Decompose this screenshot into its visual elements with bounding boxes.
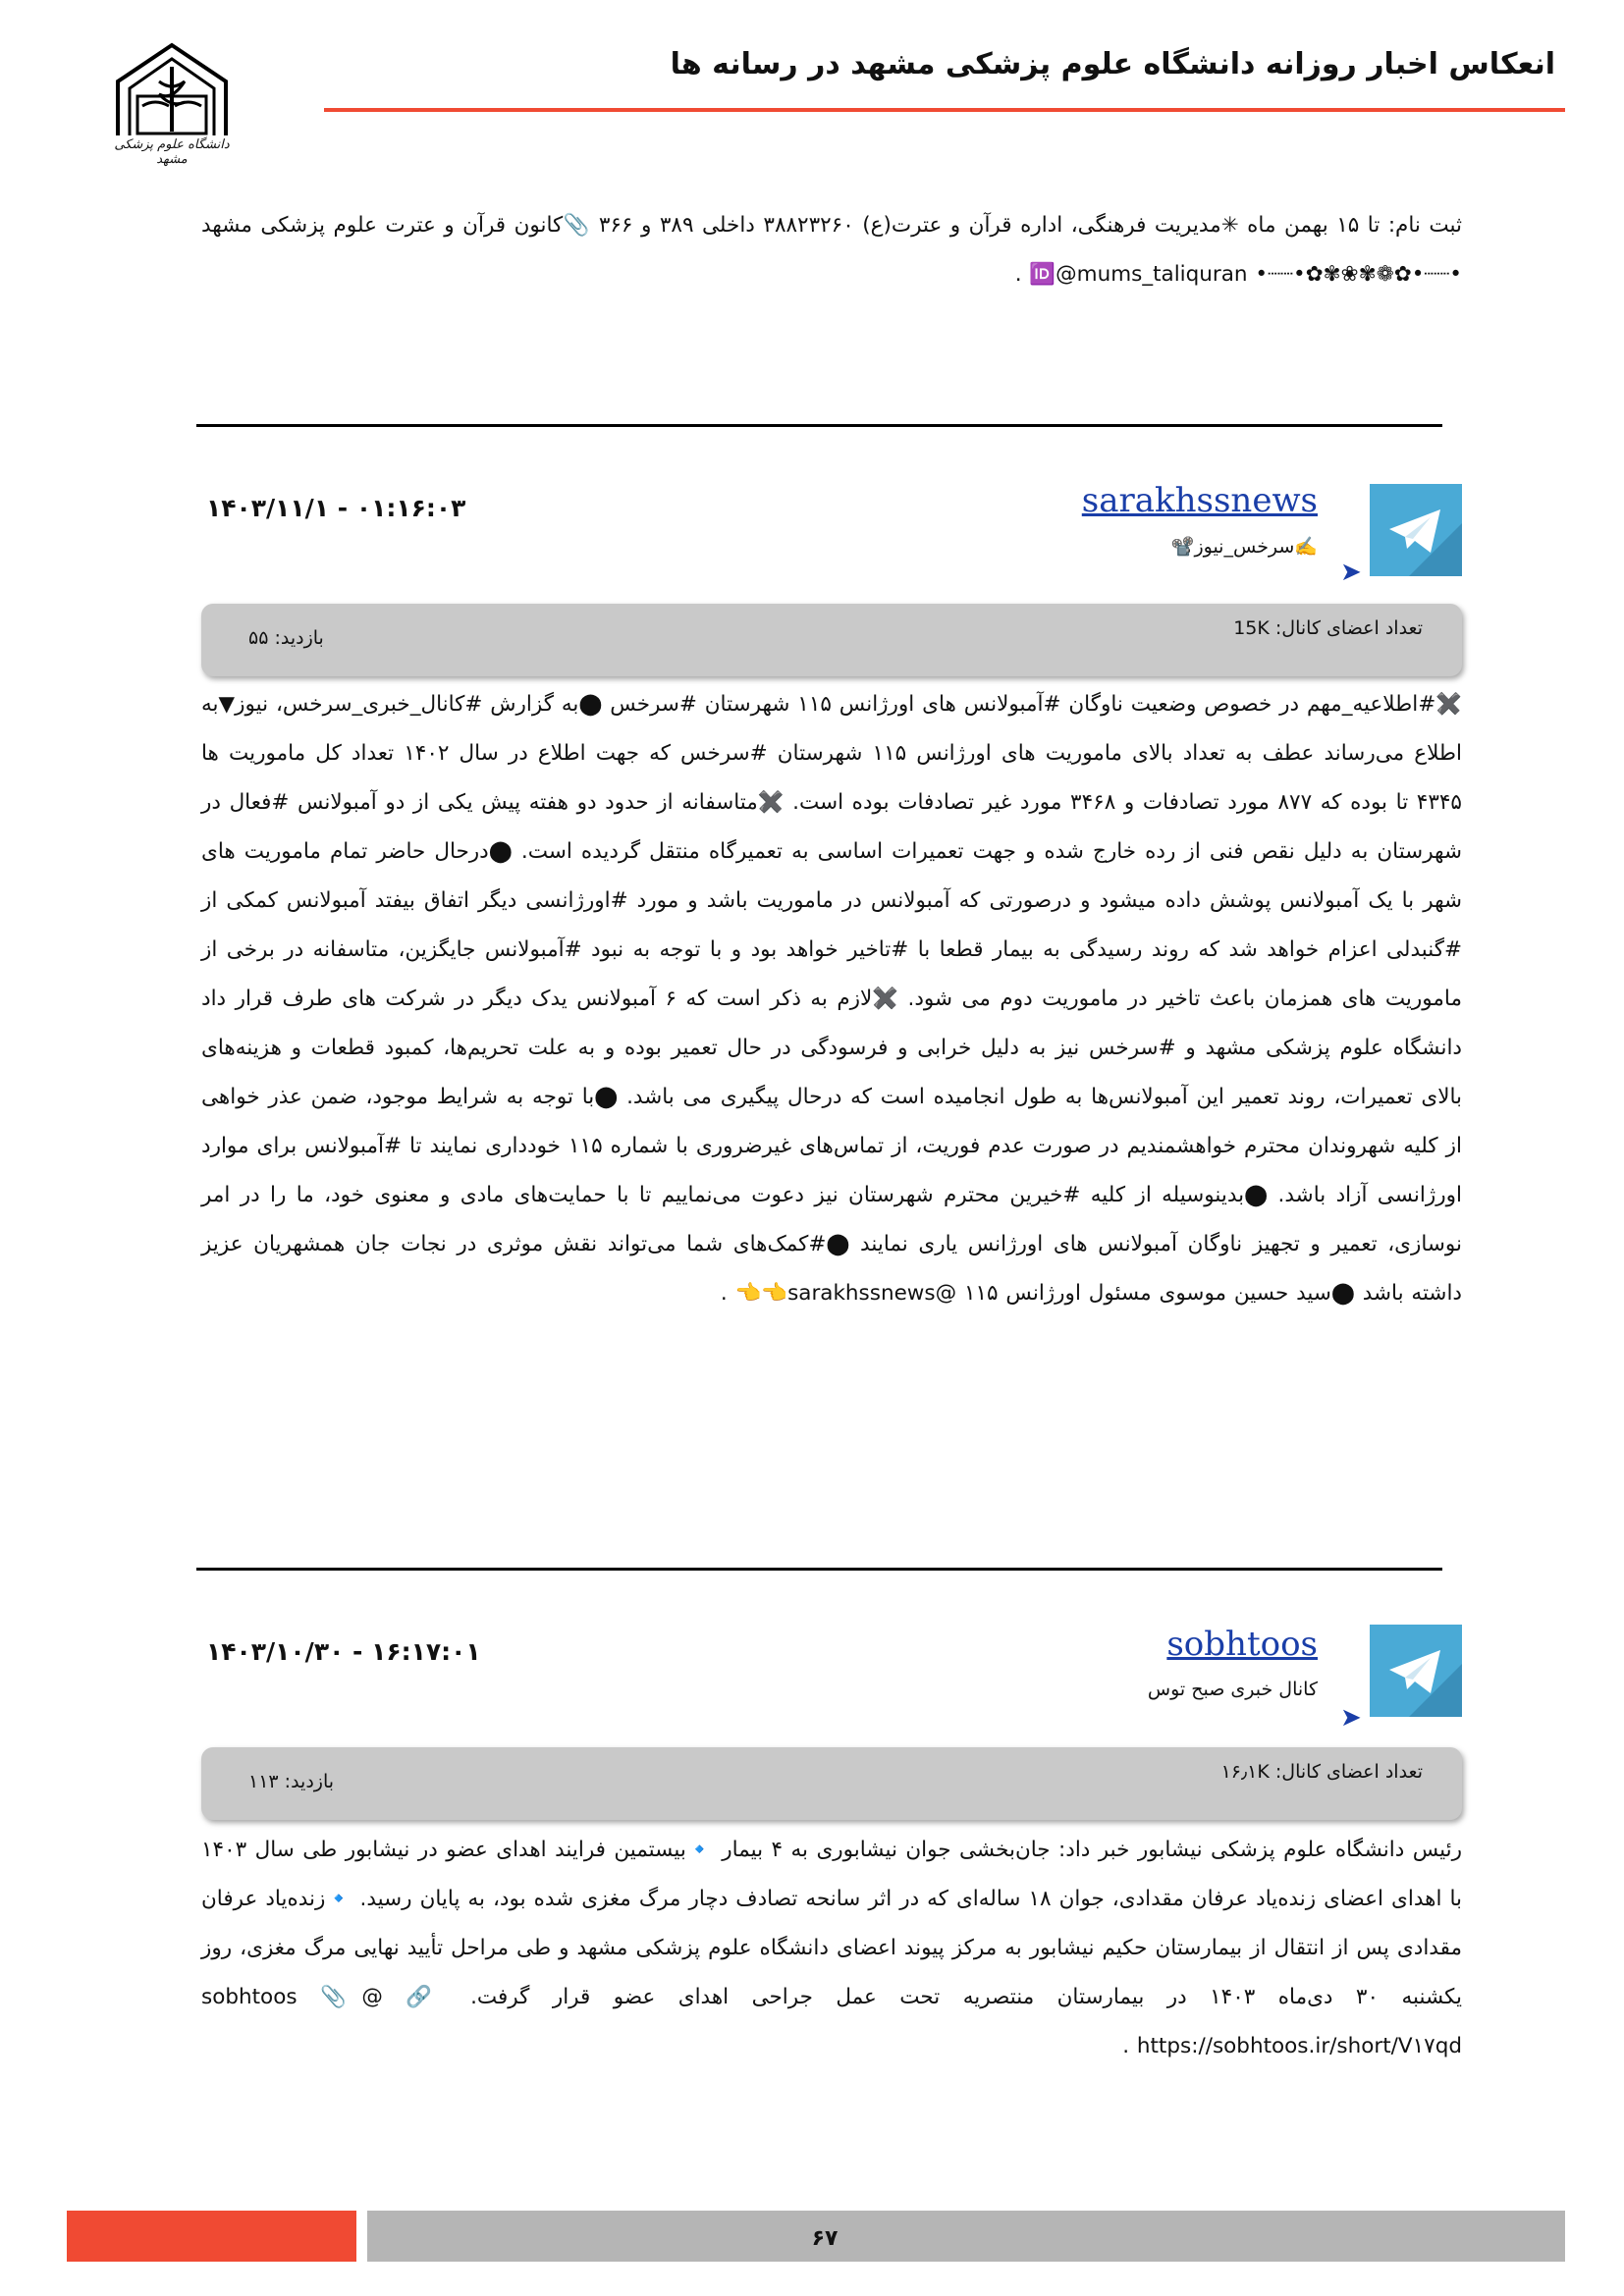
- members-label: تعداد اعضای کانال:: [1269, 617, 1423, 639]
- post-views: [248, 627, 324, 649]
- telegram-icon: [1370, 484, 1462, 576]
- channel-members: [1221, 1761, 1423, 1783]
- intro-paragraph: ثبت نام: تا ۱۵ بهمن ماه ✳︎مدیریت فرهنگی، اداره قرآن و عترت(ع) ۳۸۸۲۳۲۶۰ داخلی ۳۸۹ و ۳۶۶ 📎کانون قرآن و عترت علوم پزشکی مشهد •┈┈•✿❁✾❀✾✿•┈┈• 🆔@mums_taliquran .: [201, 213, 1462, 287]
- footer-accent-bar: [67, 2211, 356, 2262]
- post-divider: [196, 424, 1442, 427]
- members-count: ۱۶٫۱K: [1220, 1761, 1270, 1783]
- members-label: تعداد اعضای کانال:: [1269, 1761, 1423, 1783]
- views-label: بازدید:: [268, 627, 324, 649]
- channel-subtitle: ✍️سرخس_نیوز📽️: [1170, 536, 1318, 558]
- telegram-plane-icon: ➤: [1340, 1703, 1362, 1733]
- post-stats-bar: [201, 1747, 1462, 1820]
- header-divider: [324, 108, 1565, 112]
- post-stats-bar: [201, 604, 1462, 676]
- members-count: 15K: [1233, 617, 1270, 639]
- post-body: رئیس دانشگاه علوم پزشکی نیشابور خبر داد: جان‌بخشی جوان نیشابوری به ۴ بیمار 🔹بیستمین فرایند اهدای عضو در نیشابور طی سال ۱۴۰۳ با اهدای اعضای زنده‌یاد عرفان مقدادی، جوان ۱۸ ساله‌ای که در اثر سانحه تصادف دچار مرگ مغزی شده بود، به پایان رسید. 🔹زنده‌یاد عرفان مقدادی پس از انتقال از بیمارستان حکیم نیشابور به مرکز پیوند اعضای دانشگاه علوم پزشکی مشهد و طی مراحل تأیید نهایی مرگ مغزی، روز یکشنبه ۳۰ دی‌ماه ۱۴۰۳ در بیمارستان منتصریه تحت عمل جراحی اهدای عضو قرار گرفت. 🔗 @sobhtoos 📎 https://sobhtoos.ir/short/V۱۷qd .: [201, 1838, 1462, 2058]
- telegram-plane-icon: ➤: [1340, 558, 1362, 587]
- post-datetime: ۱۴۰۳/۱۰/۳۰ - ۱۶:۱۷:۰۱: [206, 1637, 481, 1666]
- logo-caption: دانشگاه علوم پزشکی مشهد: [114, 137, 230, 167]
- views-count: ۱۱۳: [248, 1771, 279, 1792]
- post-views: [248, 1771, 334, 1792]
- views-count: ۵۵: [248, 627, 269, 649]
- post-datetime: ۱۴۰۳/۱۱/۱ - ۰۱:۱۶:۰۳: [206, 494, 466, 522]
- footer-bar: [367, 2211, 1565, 2262]
- views-label: بازدید:: [278, 1771, 335, 1792]
- post-body: ✖️#اطلاعیه_مهم در خصوص وضعیت ناوگان #آمبولانس های اورژانس ۱۱۵ شهرستان #سرخس ⬤به گزارش #کانال_خبری_سرخس، نیوز▼به اطلاع می‌رساند عطف به تعداد بالای ماموریت های اورژانس ۱۱۵ شهرستان #سرخس که جهت اطلاع در سال ۱۴۰۲ تعداد کل ماموریت ها ۴۳۴۵ تا بوده که ۸۷۷ مورد تصادفات و ۳۴۶۸ مورد غیر تصادفات بوده است. ✖️متاسفانه از حدود دو هفته پیش یکی از دو آمبولانس #فعال در شهرستان به دلیل نقص فنی از رده خارج شده و جهت تعمیرات اساسی به تعمیرگاه منتقل گردیده است. ⬤درحال حاضر تمام ماموریت های شهر با یک آمبولانس پوشش داده میشود و درصورتی که آمبولانس در ماموریت باشد و مورد #اورژانسی دیگر اتفاق بیفتد آمبولانس کمکی از #گنبدلی اعزام خواهد شد که روند رسیدگی به بیمار قطعا با #تاخیر خواهد بود و با توجه به نبود #آمبولانس جایگزین، متاسفانه در برخی از ماموریت های همزمان باعث تاخیر در ماموریت دوم می شود. ✖️لازم به ذکر است که ۶ آمبولانس یدک دیگر در شرکت های طرف قرار داد دانشگاه علوم پزشکی مشهد و #سرخس نیز به دلیل خرابی و فرسودگی در حال تعمیر بوده و به علت تحریم‌ها، کمبود قطعات و هزینه‌های بالای تعمیرات، روند تعمیر این آمبولانس‌ها به طول انجامیده است که درحال پیگیری می باشد. ⬤با توجه به شرایط موجود، ضمن عذر خواهی از کلیه شهروندان محترم خواهشمندیم در صورت عدم فوریت، از تماس‌های غیرضروری با شماره ۱۱۵ خودداری نمایند تا #آمبولانس برای موارد اورژانسی آزاد باشد. ⬤بدینوسیله از کلیه #خیرین محترم شهرستان نیز دعوت می‌نماییم تا با حمایت‌های مادی و معنوی خود، ما را در امر نوسازی، تعمیر و تجهیز ناوگان آمبولانس های اورژانس یاری نمایند ⬤#کمک‌های شما می‌تواند نقش موثری در نجات جان همشهریان عزیز داشته باشد ⬤سید حسین موسوی مسئول اورژانس ۱۱۵ @sarakhssnews👈👈 .: [201, 692, 1463, 1306]
- channel-name-link[interactable]: sarakhssnews: [1081, 481, 1318, 520]
- page-header-title: انعکاس اخبار روزانه دانشگاه علوم پزشکی مشهد در رسانه ها: [670, 47, 1555, 81]
- telegram-icon: [1370, 1625, 1462, 1717]
- post-divider: [196, 1568, 1442, 1571]
- channel-name-link[interactable]: sobhtoos: [1166, 1625, 1318, 1664]
- page-number: ۶۷: [811, 2226, 839, 2251]
- channel-subtitle: کانال خبری صبح توس: [1147, 1679, 1318, 1700]
- channel-members: [1233, 617, 1423, 639]
